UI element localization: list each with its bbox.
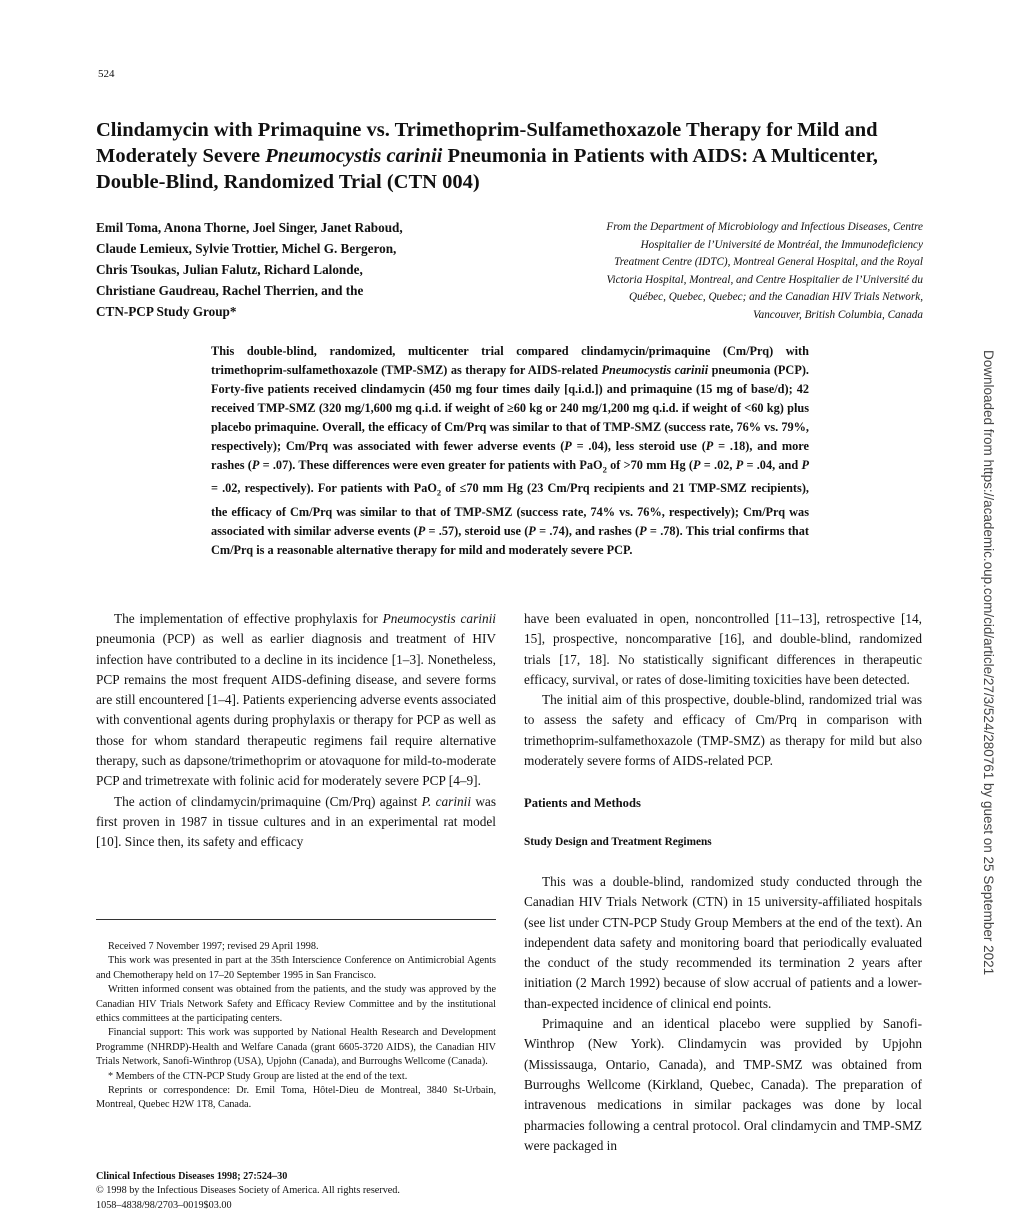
title-part-2: Pneumonia in Patients with AIDS: A Multicenter, Double-Blind, Randomized Trial (CTN 004): [96, 145, 878, 193]
title-part-1: Clindamycin with Primaquine vs. Trimethoprim-Sulfamethoxazole Therapy for Mild and Moderately Severe: [96, 119, 878, 167]
author-line: Chris Tsoukas, Julian Falutz, Richard Lalonde,: [96, 262, 363, 277]
body-paragraph: This was a double-blind, randomized study conducted through the Canadian HIV Trials Network (CTN) in 15 university-affiliated hospitals (see list under CTN-PCP Study Group Members at the end of the text). An independent data safety and monitoring board that periodically evaluated the conduct of the study recommended its termination 2 years after initiation (2 March 1992) because of slow accrual of patients and a lower-than-expected incidence of clinical end points.: [524, 873, 922, 1011]
body-paragraph: The initial aim of this prospective, double-blind, randomized trial was to assess the safety and efficacy of Cm/Prq in comparison with trimethoprim-sulfamethoxazole (TMP-SMZ) as therapy for mild but also moderately severe forms of AIDS-related PCP.: [524, 692, 922, 769]
journal-citation: Clinical Infectious Diseases 1998; 27:524–30: [96, 1171, 288, 1182]
footnotes: [96, 940, 496, 1113]
journal-info: [96, 1170, 496, 1213]
author-line: Christiane Gaudreau, Rachel Therrien, and the: [96, 283, 364, 298]
author-line: Emil Toma, Anona Thorne, Joel Singer, Janet Raboud,: [96, 220, 403, 235]
page-number: 524: [98, 68, 115, 80]
body-column-left: [96, 609, 496, 853]
footnote-reprints: Reprints or correspondence: Dr. Emil Toma, Hôtel-Dieu de Montreal, 3840 St-Urbain, Montreal, Quebec H2W 1T8, Canada.: [96, 1085, 496, 1111]
body-column-right: [524, 609, 922, 1156]
article-title: [96, 117, 926, 195]
affiliation-line: Vancouver, British Columbia, Canada: [753, 308, 923, 321]
copyright: © 1998 by the Infectious Diseases Society of America. All rights reserved.: [96, 1185, 400, 1197]
author-line: CTN-PCP Study Group*: [96, 304, 237, 319]
footnote-received: Received 7 November 1997; revised 29 April 1998.: [108, 941, 319, 952]
affiliation: [515, 219, 923, 324]
affiliation-line: Hospitalier de l’Université de Montréal, the Immunodeficiency: [640, 238, 923, 251]
author-list: [96, 217, 516, 322]
title-organism: Pneumocystis carinii: [265, 145, 443, 167]
affiliation-line: Victoria Hospital, Montreal, and Centre Hospitalier de l’Université du: [606, 273, 923, 286]
footnote-presented: This work was presented in part at the 35th Interscience Conference on Antimicrobial Agents and Chemotherapy held on 17–20 September 1995 in San Francisco.: [96, 955, 496, 981]
affiliation-line: Québec, Quebec, Quebec; and the Canadian HIV Trials Network,: [628, 291, 923, 303]
affiliation-line: From the Department of Microbiology and Infectious Diseases, Centre: [606, 221, 923, 233]
footnote-support: Financial support: This work was supported by National Health Research and Development Programme (NHRDP)-Health and Welfare Canada (grant 6605-3720 AIDS), the Canadian HIV Trials Network, Sanofi-Winthrop (USA), Upjohn (Canada), and Burroughs Wellcome (Canada).: [96, 1027, 496, 1068]
footnote-members: * Members of the CTN-PCP Study Group are listed at the end of the text.: [108, 1070, 408, 1082]
affiliation-line: Treatment Centre (IDTC), Montreal General Hospital, and the Royal: [614, 256, 923, 268]
footnote-divider: [96, 919, 496, 920]
author-line: Claude Lemieux, Sylvie Trottier, Michel G. Bergeron,: [96, 241, 397, 256]
article-code: 1058–4838/98/2703–0019$03.00: [96, 1199, 232, 1211]
body-paragraph: have been evaluated in open, noncontrolled [11–13], retrospective [14, 15], prospective, noncomparative [16], and double-blind, randomized trials [17, 18]. No statistically significant differences in therapeutic efficacy, survival, or rates of dose-limiting toxicities have been detected.: [524, 611, 922, 687]
section-heading: Patients and Methods: [524, 796, 641, 811]
body-paragraph: The action of clindamycin/primaquine (Cm/Prq) against P. carinii was first proven in 1987 in tissue cultures and in an experimental rat model [10]. Since then, its safety and efficacy: [96, 793, 497, 850]
body-paragraph: Primaquine and an identical placebo were supplied by Sanofi-Winthrop (New York). Clindamycin was provided by Upjohn (Mississauga, Ontario, Canada), and TMP-SMZ was obtained from Burroughs Wellcome (Kirkland, Quebec, Canada). The preparation of intravenous medications in similar packages was done by local pharmacies following a central protocol. Oral clindamycin and TMP-SMZ were packaged in: [524, 1016, 922, 1153]
download-stamp: [978, 350, 998, 976]
download-stamp-text: Downloaded from https://academic.oup.com/cid/article/27/3/524/280761 by guest on 25 September 2021: [981, 350, 996, 976]
abstract: This double-blind, randomized, multicenter trial compared clindamycin/primaquine (Cm/Prq) with trimethoprim-sulfamethoxazole (TMP-SMZ) as therapy for AIDS-related Pneumocystis carinii pneumonia (PCP). Forty-five patients received clindamycin (450 mg four times daily [q.i.d.]) and primaquine (15 mg of base/d); 42 received TMP-SMZ (320 mg/1,600 mg q.i.d. if weight of ≥60 kg or 240 mg/1,200 mg q.i.d. if weight of <60 kg) plus placebo primaquine. Overall, the efficacy of Cm/Prq was similar to that of TMP-SMZ (success rate, 76% vs. 79%, respectively); Cm/Prq was associated with fewer adverse events (P = .04), less steroid use (P = .18), and more rashes (P = .07). These differences were even greater for patients with PaO$_2$ of >70 mm Hg (P = .02, P = .04, and P = .02, respectively). For patients with PaO$_2$ of ≤70 mm Hg (23 Cm/Prq recipients and 21 TMP-SMZ recipients), the efficacy of Cm/Prq was similar to that of TMP-SMZ (success rate, 74% vs. 76%, respectively); Cm/Prq was associated with similar adverse events (P = .57), steroid use (P = .74), and rashes (P = .78). This trial confirms that Cm/Prq is a reasonable alternative therapy for mild and moderately severe PCP.: [211, 344, 809, 557]
subsection-heading: Study Design and Treatment Regimens: [524, 835, 712, 848]
footnote-consent: Written informed consent was obtained from the patients, and the study was approved by the Canadian HIV Trials Network Safety and Efficacy Review Committee and by the institutional ethics committees at the participating centers.: [96, 984, 496, 1025]
body-paragraph: The implementation of effective prophylaxis for Pneumocystis carinii pneumonia (PCP) as well as earlier diagnosis and treatment of HIV infection have contributed to a decline in its incidence [1–3]. Nonetheless, PCP remains the most frequent AIDS-defining disease, and severe forms are still encountered [1–4]. Patients experiencing adverse events associated with conventional agents during prophylaxis or therapy for PCP as well as those for whom standard therapeutic regimens fail require alternative therapy, such as dapsone/trimethoprim or atovaquone for mild-to-moderate PCP and trimetrexate with folinic acid for moderately severe PCP [4–9].: [96, 611, 496, 789]
